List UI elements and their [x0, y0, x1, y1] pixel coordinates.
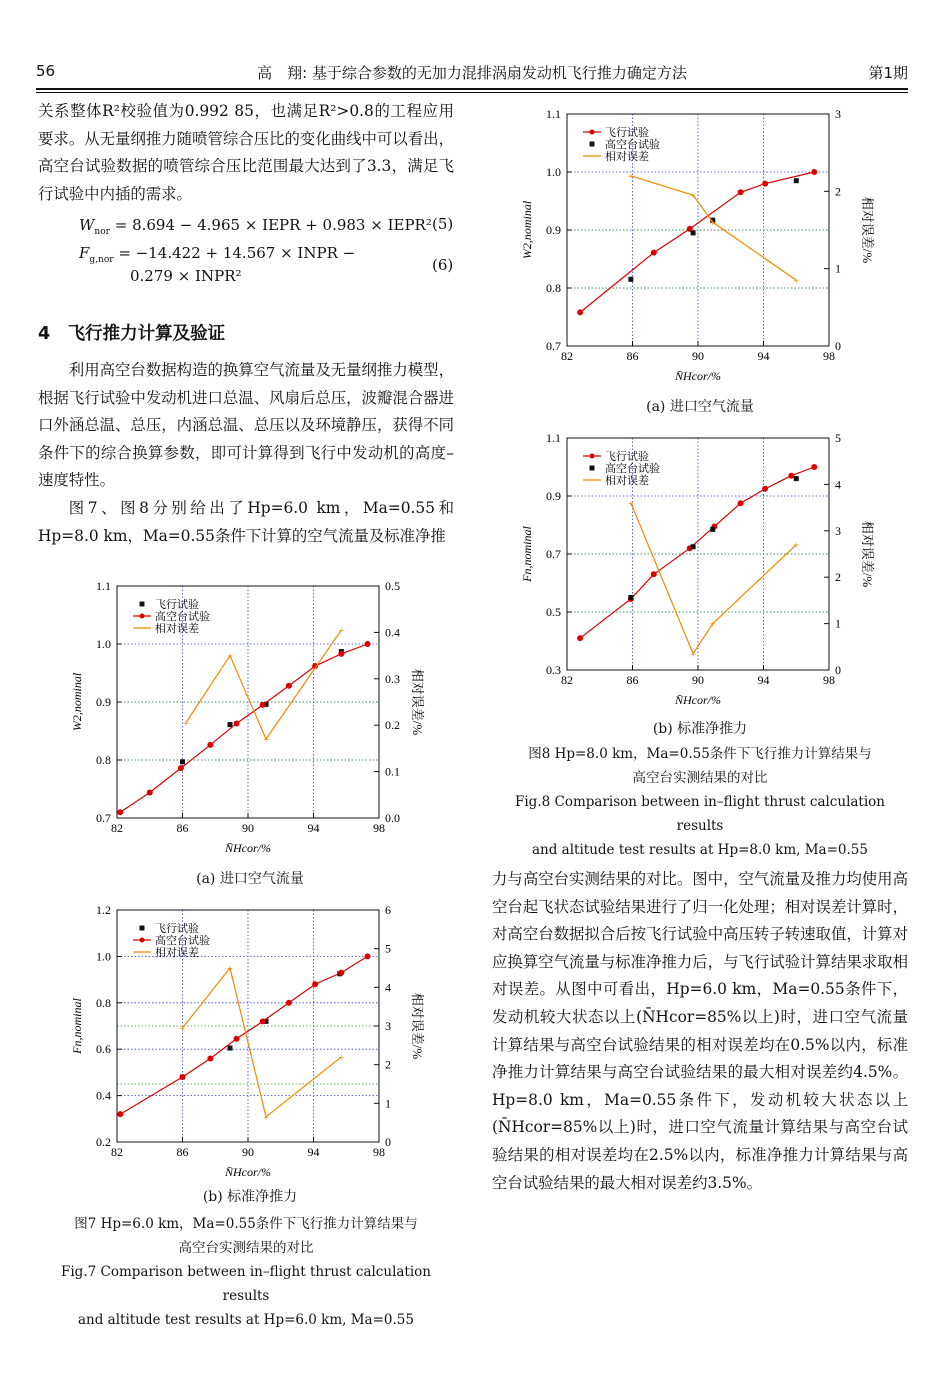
- data-point-circle: [577, 635, 583, 641]
- y2-axis-label: 相对误差/%: [860, 520, 875, 588]
- x-tick-label: 94: [757, 349, 770, 363]
- x-axis-label: N̄Hcor/%: [675, 369, 721, 383]
- x-tick-label: 86: [626, 349, 639, 363]
- x-tick-label: 98: [373, 1145, 385, 1159]
- data-point-circle: [762, 181, 768, 187]
- y2-tick-label: 0: [385, 1135, 391, 1149]
- y-axis-label: W2,nominal: [70, 672, 84, 732]
- y2-tick-label: 0.3: [385, 671, 400, 686]
- y-tick-label: 0.3: [546, 663, 561, 677]
- x-tick-label: 98: [373, 821, 385, 835]
- x-tick-label: 86: [626, 673, 639, 687]
- y-tick-label: 0.8: [96, 995, 111, 1010]
- legend-marker-square: [140, 926, 145, 931]
- data-point-circle: [178, 765, 184, 771]
- y2-axis-label: 相对误差/%: [860, 196, 875, 264]
- legend-label: 高空台试验: [155, 611, 210, 623]
- equation-5: $W_{nor} = 8.694 - 4.965$ × IEPR + 0.983 × IEPR²: [79, 216, 432, 237]
- section-heading: 4 飞行推力计算及验证: [38, 324, 226, 344]
- y-tick-label: 0.7: [546, 547, 561, 561]
- error-point: +: [709, 218, 716, 230]
- error-point: +: [628, 498, 634, 510]
- error-point: +: [263, 1112, 269, 1124]
- chart-fig8b: [505, 420, 905, 720]
- x-tick-label: 82: [111, 821, 123, 835]
- error-line: [186, 630, 342, 739]
- data-point-circle: [286, 1000, 292, 1006]
- y-tick-label: 0.6: [96, 1042, 111, 1057]
- y2-tick-label: 0.4: [385, 625, 400, 640]
- y2-tick-label: 2: [835, 570, 841, 585]
- y-tick-label: 1.2: [96, 903, 111, 917]
- error-point: +: [709, 619, 716, 631]
- x-axis-label: N̄Hcor/%: [225, 841, 271, 855]
- y-tick-label: 1.0: [96, 637, 111, 651]
- y-tick-label: 0.8: [96, 753, 111, 767]
- fig8a-subcaption: (a) 进口空气流量: [646, 399, 754, 415]
- x-tick-label: 86: [176, 821, 189, 835]
- y2-tick-label: 1: [835, 261, 841, 276]
- data-point-circle: [207, 1055, 213, 1061]
- error-point: +: [690, 191, 696, 203]
- left-para-1: 关系整体R²校验值为0.992 85，也满足R²>0.8的工程应用要求。从无量纲推力随喷管综合压比的变化曲线中可以看出，高空台试验数据的喷管综合压比范围最大达到了3.3，满足飞行试验中内插的需求。: [38, 102, 454, 203]
- fig8b-subcaption: (b) 标准净推力: [652, 721, 748, 737]
- x-tick-label: 94: [757, 673, 770, 687]
- x-tick-label: 94: [307, 821, 320, 835]
- error-point: +: [690, 649, 696, 661]
- data-point-circle: [312, 981, 318, 987]
- data-point-square: [691, 544, 696, 549]
- data-point-circle: [365, 953, 371, 959]
- data-point-square: [794, 178, 799, 183]
- x-tick-label: 82: [111, 1145, 123, 1159]
- legend-label: 高空台试验: [605, 139, 660, 151]
- error-point: +: [628, 171, 634, 183]
- right-para-4: 力与高空台实测结果的对比。图中，空气流量及推力均使用高空台起飞状态试验结果进行了归一化处理；相对误差计算时，对高空台数据拟合后按飞行试验中高压转子转速取值，计算对应换算空气流量与标准净推力后，与飞行试验计算结果求取相对误差。从图中可看出，Hp=6.0 km，Ma=0.55条件下，发动机较大状态以上(N̄Hcor=85%以上)时，进口空气流量计算结果与高空台试验结果的相对误差均在0.5%以内，标准净推力计算结果与高空台试验结果的最大相对误差约4.5%。Hp=8.0 km，Ma=0.55条件下，发动机较大状态以上(N̄Hcor=85%以上)时，进口空气流量计算结果与高空台试验结果的相对误差均在2.5%以内，标准净推力计算结果与高空台试验结果的最大相对误差约3.5%。: [492, 870, 908, 1192]
- data-point-circle: [651, 571, 657, 577]
- data-point-circle: [738, 500, 744, 506]
- data-point-circle: [338, 970, 344, 976]
- data-point-circle: [338, 651, 344, 657]
- y2-axis-label: 相对误差/%: [410, 668, 425, 736]
- data-point-circle: [180, 1074, 186, 1080]
- x-axis-label: N̄Hcor/%: [225, 1165, 271, 1179]
- legend-label: 飞行试验: [605, 127, 649, 139]
- x-tick-label: 90: [692, 349, 704, 363]
- y2-tick-label: 0: [835, 339, 841, 353]
- y2-tick-label: 5: [385, 941, 391, 956]
- fig8-caption: 图8 Hp=8.0 km，Ma=0.55条件下飞行推力计算结果与 高空台实测结果的对比 Fig.8 Comparison between in–flight thrust calculation results and altitude test results at Hp=8.0 km, Ma=0.55: [515, 746, 885, 858]
- running-title: 高 翔: 基于综合参数的无加力混排涡扇发动机飞行推力确定方法: [257, 64, 687, 82]
- data-point-circle: [117, 1111, 123, 1117]
- error-point: +: [793, 540, 800, 552]
- fig7a-subcaption: (a) 进口空气流量: [196, 871, 304, 887]
- error-line: [183, 968, 342, 1117]
- data-point-square: [794, 476, 799, 481]
- series-line: [580, 172, 814, 312]
- y-tick-label: 1.0: [546, 165, 561, 179]
- legend-label: 相对误差: [605, 475, 649, 487]
- y2-tick-label: 6: [385, 903, 391, 917]
- series-line: [120, 644, 367, 812]
- data-point-circle: [234, 720, 240, 726]
- legend-marker-square: [590, 466, 595, 471]
- data-point-square: [628, 595, 633, 600]
- data-point-square: [691, 230, 696, 235]
- legend-label: 相对误差: [605, 151, 649, 163]
- y-tick-label: 0.9: [546, 223, 561, 237]
- chart-fig7a: [55, 568, 455, 868]
- equation-6-line-2: 0.279 × INPR²: [130, 267, 242, 285]
- y-axis-label: Fn,nominal: [520, 526, 534, 582]
- y2-tick-label: 0.0: [385, 811, 400, 825]
- data-point-square: [227, 1046, 232, 1051]
- x-axis-label: N̄Hcor/%: [675, 693, 721, 707]
- legend-marker-square: [140, 602, 145, 607]
- legend-label: 飞行试验: [155, 923, 199, 935]
- data-point-circle: [577, 309, 583, 315]
- error-point: +: [793, 276, 800, 288]
- y2-tick-label: 0.2: [385, 718, 400, 733]
- data-point-square: [180, 759, 185, 764]
- x-tick-label: 90: [692, 673, 704, 687]
- data-point-circle: [811, 169, 817, 175]
- y2-tick-label: 2: [835, 184, 841, 199]
- y-tick-label: 0.5: [546, 605, 561, 619]
- legend-marker-circle: [590, 130, 595, 135]
- error-point: +: [227, 964, 233, 975]
- data-point-circle: [260, 702, 266, 708]
- data-point-circle: [738, 189, 744, 195]
- x-tick-label: 90: [242, 821, 254, 835]
- y-tick-label: 0.4: [96, 1088, 111, 1103]
- x-tick-label: 98: [823, 673, 835, 687]
- data-point-circle: [811, 464, 817, 470]
- x-tick-label: 98: [823, 349, 835, 363]
- legend-label: 相对误差: [155, 623, 199, 635]
- error-point: +: [227, 651, 233, 663]
- issue-label: 第1期: [868, 64, 908, 82]
- data-point-circle: [207, 742, 213, 748]
- y-tick-label: 0.7: [96, 811, 111, 825]
- y-tick-label: 0.7: [546, 339, 561, 353]
- error-point: +: [179, 1023, 186, 1035]
- y2-tick-label: 4: [835, 477, 841, 492]
- legend-label: 飞行试验: [605, 451, 649, 463]
- x-tick-label: 82: [561, 673, 573, 687]
- legend-marker-circle: [140, 938, 145, 943]
- fig7-caption: 图7 Hp=6.0 km，Ma=0.55条件下飞行推力计算结果与 高空台实测结果的对比 Fig.7 Comparison between in–flight thrust calculation results and altitude test results at Hp=6.0 km, Ma=0.55: [61, 1216, 431, 1328]
- data-point-circle: [651, 250, 657, 256]
- data-point-square: [227, 722, 232, 727]
- y2-tick-label: 3: [835, 523, 841, 538]
- equation-6: $F_{g,nor} = -14.422 + 14.567$ × INPR −: [79, 244, 356, 265]
- x-tick-label: 82: [561, 349, 573, 363]
- error-point: +: [338, 1052, 345, 1064]
- x-tick-label: 90: [242, 1145, 254, 1159]
- y-axis-label: Fn,nominal: [70, 998, 84, 1054]
- data-point-circle: [286, 683, 292, 689]
- running-header: [36, 62, 908, 84]
- y2-axis-label: 相对误差/%: [410, 992, 425, 1060]
- error-point: +: [182, 718, 189, 730]
- series-line: [120, 956, 367, 1114]
- y-tick-label: 0.9: [546, 489, 561, 503]
- legend-marker-square: [590, 142, 595, 147]
- data-point-square: [628, 277, 633, 282]
- error-point: +: [263, 735, 269, 747]
- equation-5-number: (5): [432, 215, 454, 233]
- left-para-2: 利用高空台数据构造的换算空气流量及无量纲推力模型，根据飞行试验中发动机进口总温、风扇后总压，波瓣混合器进口外涵总温、总压，内涵总温、总压以及环境静压，获得不同条件下的综合换算参数，即可计算得到飞行中发动机的高度–速度特性。 图7、图8分别给出了Hp=6.0 km，Ma=0.55和Hp=8.0 km，Ma=0.55条件下计算的空气流量及标准净推: [38, 361, 454, 545]
- y2-tick-label: 3: [835, 107, 841, 121]
- y-tick-label: 1.1: [96, 579, 111, 593]
- y2-tick-label: 1: [835, 616, 841, 631]
- legend-label: 高空台试验: [605, 463, 660, 475]
- legend-label: 飞行试验: [155, 599, 199, 611]
- error-point: +: [338, 626, 345, 638]
- data-point-circle: [147, 789, 153, 795]
- y2-tick-label: 5: [835, 431, 841, 445]
- y-tick-label: 1.0: [96, 949, 111, 964]
- y-tick-label: 0.2: [96, 1135, 111, 1149]
- y-tick-label: 1.1: [546, 431, 561, 445]
- chart-fig8a: [505, 96, 905, 396]
- equation-6-number: (6): [432, 256, 454, 274]
- y-axis-label: W2,nominal: [520, 200, 534, 260]
- legend-marker-circle: [590, 454, 595, 459]
- page-number: 56: [36, 62, 56, 80]
- y-tick-label: 1.1: [546, 107, 561, 121]
- data-point-circle: [365, 641, 371, 647]
- header-rule-thin: [36, 92, 908, 93]
- header-rule: [36, 88, 908, 90]
- y-tick-label: 0.8: [546, 281, 561, 295]
- y-tick-label: 0.9: [96, 695, 111, 709]
- data-point-circle: [260, 1018, 266, 1024]
- data-point-circle: [788, 473, 794, 479]
- y2-tick-label: 0: [835, 663, 841, 677]
- legend-label: 高空台试验: [155, 935, 210, 947]
- legend-marker-circle: [140, 614, 145, 619]
- y2-tick-label: 0.5: [385, 579, 400, 593]
- x-tick-label: 94: [307, 1145, 320, 1159]
- y2-tick-label: 4: [385, 980, 391, 995]
- fig7b-subcaption: (b) 标准净推力: [202, 1189, 298, 1205]
- data-point-circle: [762, 486, 768, 492]
- chart-fig7b: [55, 892, 455, 1192]
- y2-tick-label: 0.1: [385, 764, 400, 779]
- x-tick-label: 86: [176, 1145, 189, 1159]
- legend-label: 相对误差: [155, 947, 199, 959]
- data-point-circle: [234, 1036, 240, 1042]
- data-point-circle: [117, 809, 123, 815]
- y2-tick-label: 2: [385, 1057, 391, 1072]
- y2-tick-label: 3: [385, 1019, 391, 1033]
- y2-tick-label: 1: [385, 1096, 391, 1111]
- series-line: [580, 467, 814, 638]
- data-point-square: [710, 527, 715, 532]
